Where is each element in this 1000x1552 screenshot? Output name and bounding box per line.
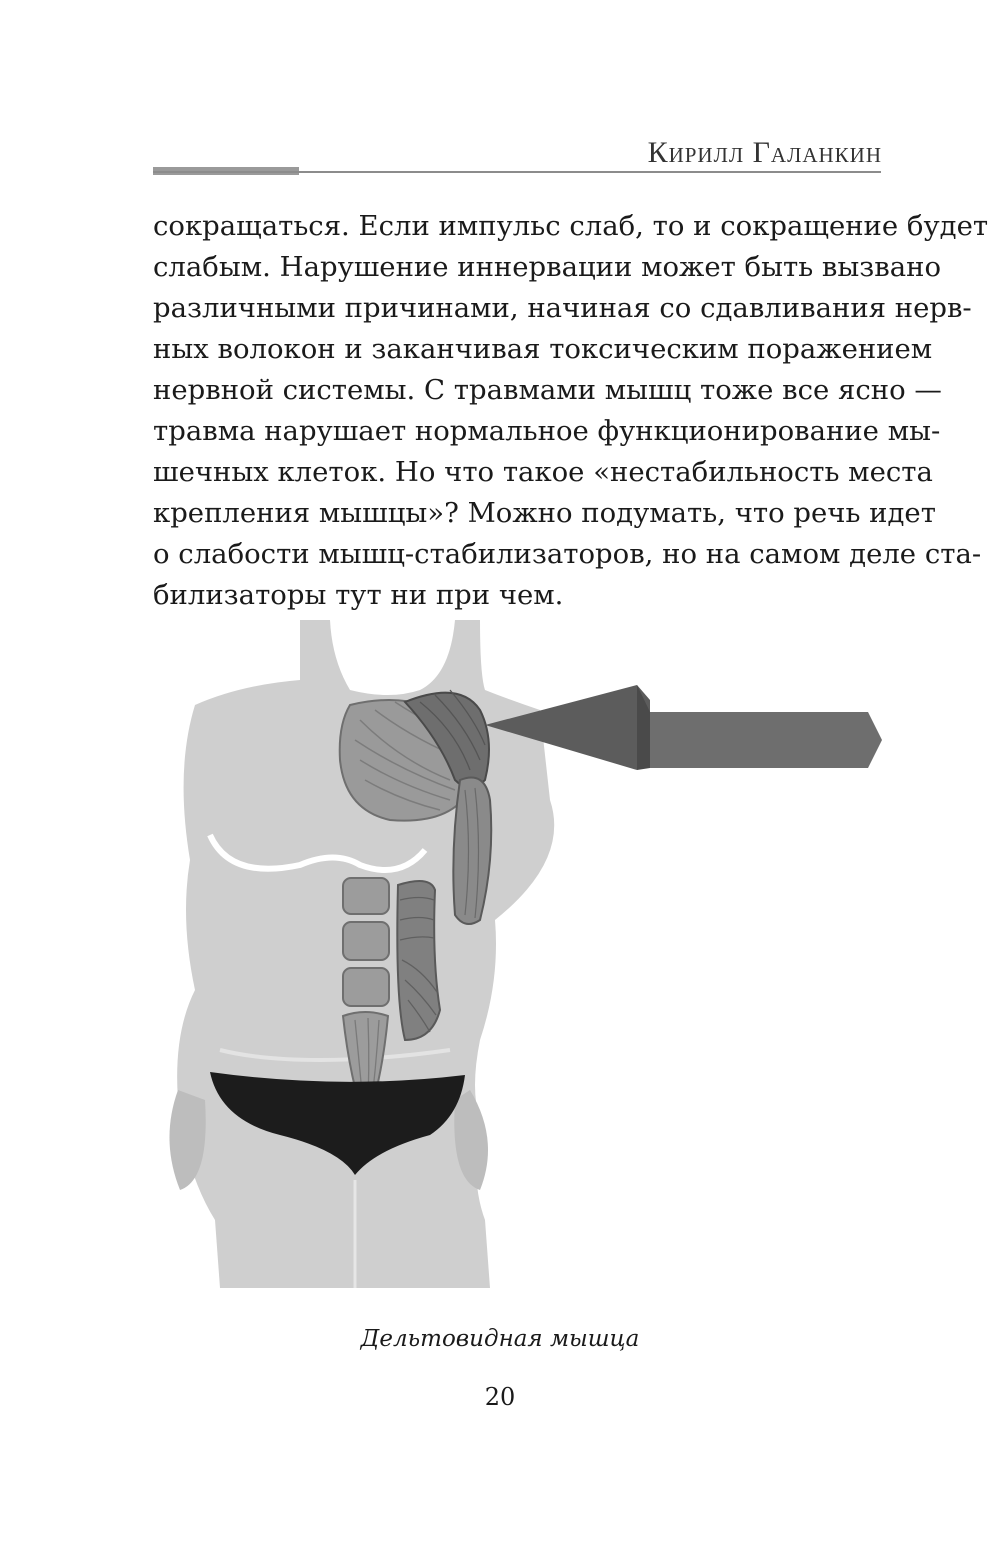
body-paragraph <box>153 206 989 616</box>
text-line: крепления мышцы»? Можно подумать, что речь идет <box>153 497 936 529</box>
abs-block <box>343 922 389 960</box>
text-line: травма нарушает нормальное функционирование мы- <box>153 415 941 447</box>
text-line: слабым. Нарушение иннервации может быть вызвано <box>153 251 942 283</box>
deltoid-illustration <box>150 620 890 1300</box>
abs-block <box>343 968 389 1006</box>
abs-block <box>343 878 389 914</box>
text-line: шечных клеток. Но что такое «нестабильность места <box>153 456 933 488</box>
text-line: билизаторы тут ни при чем. <box>153 579 564 611</box>
header-author: Кирилл Галанкин <box>647 136 882 169</box>
text-line: ных волокон и заканчивая токсическим поражением <box>153 333 933 365</box>
figure-caption: Дельтовидная мышца <box>360 1326 640 1352</box>
page-number: 20 <box>484 1383 516 1411</box>
text-line: нервной системы. С травмами мышц тоже все ясно — <box>153 374 942 406</box>
text-line: сокращаться. Если импульс слаб, то и сокращение будет <box>153 210 989 242</box>
text-line: различными причинами, начиная со сдавливания нерв- <box>153 292 972 324</box>
header-rule <box>153 171 881 173</box>
text-line: о слабости мышц-стабилизаторов, но на самом деле ста- <box>153 538 982 570</box>
pointer-arrow-body <box>650 712 882 768</box>
